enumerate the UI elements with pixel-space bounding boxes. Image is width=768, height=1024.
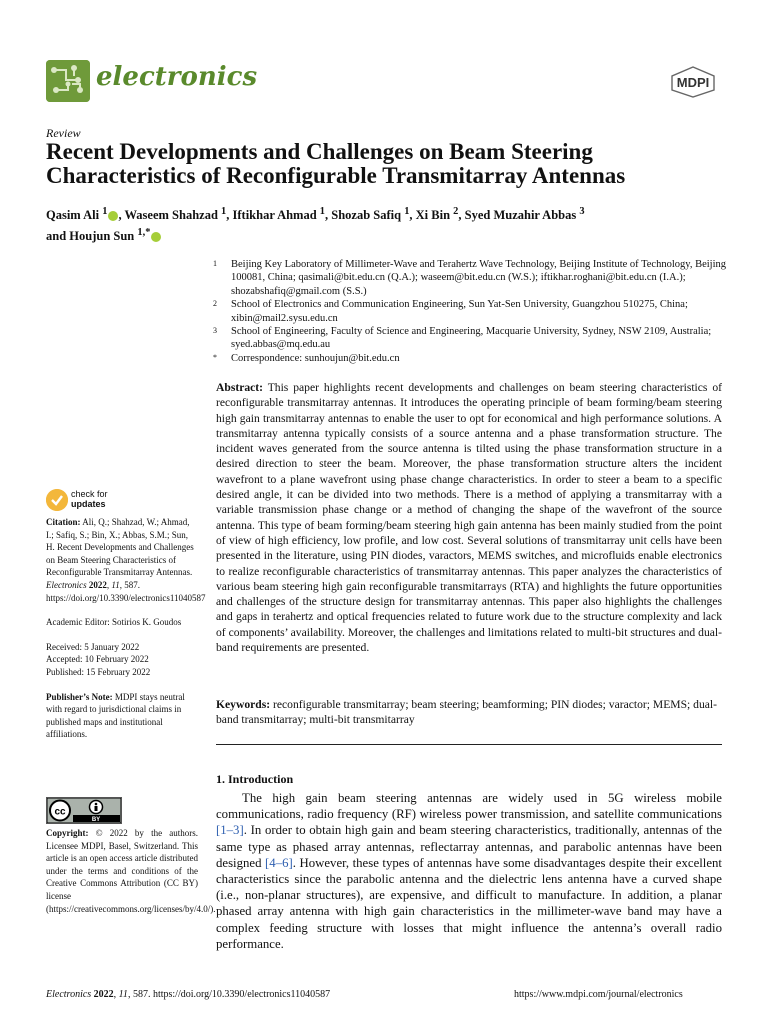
citation-link-1[interactable]: [1–3] xyxy=(216,823,244,838)
citation-label: Citation: xyxy=(46,517,81,527)
journal-name: electronics xyxy=(96,62,258,92)
author-affiliation-mark: 1 xyxy=(102,206,108,217)
keywords-text: reconfigurable transmitarray; beam steering; beamforming; PIN diodes; varactor; MEMS; dual-band transmitarray; multi-bit transmitarray xyxy=(216,698,717,727)
academic-editor: Academic Editor: Sotirios K. Goudos xyxy=(46,617,182,628)
affiliation-text: School of Electronics and Communication Engineering, Sun Yat-Sen University, Guangzhou 510275, China; xibin@mail2.sysu.edu.cn xyxy=(231,299,688,324)
section-heading-introduction: 1. Introduction xyxy=(216,772,294,786)
check-for-updates-button[interactable] xyxy=(71,489,108,509)
publisher-note xyxy=(46,691,198,741)
author-affiliation-mark: 1,* xyxy=(137,227,151,239)
affiliation-text: Beijing Key Laboratory of Millimeter-Wave and Terahertz Wave Technology, Beijing Institute of Technology, Beijing 100081, China; qasimali@bit.edu.cn (Q.A.); waseem@bit.edu.cn (W.S.); iftikhar.roghani@bit.edu.cn (I.A.); shozabshafiq@gmail.com (S.S.) xyxy=(231,259,726,297)
orcid-icon[interactable] xyxy=(108,211,118,221)
footer-journal-url[interactable]: https://www.mdpi.com/journal/electronics xyxy=(514,989,683,1000)
publisher-note-label: Publisher’s Note: xyxy=(46,691,113,702)
svg-text:cc: cc xyxy=(54,806,66,818)
author-name: Syed Muzahir Abbas xyxy=(464,208,580,223)
footer-citation: Electronics 2022, 11, 587. https://doi.org/10.3390/electronics11040587 xyxy=(46,989,331,1000)
affiliation-item xyxy=(213,258,733,298)
affiliation-mark: * xyxy=(213,352,217,362)
author-list: Qasim Ali $^1$ , Waseem Shahzad $^1$, Iftikhar Ahmad $^1$, Shozab Safiq $^1$, Xi Bin $^2$, Syed Muzahir Abbas $^3$ and Houjun Sun $^{1,*}$ xyxy=(46,206,585,244)
author-affiliation-mark: 1 xyxy=(404,206,410,217)
svg-text:MDPI: MDPI xyxy=(676,75,710,90)
keywords-label: Keywords: xyxy=(216,698,271,711)
orcid-icon[interactable] xyxy=(151,232,161,242)
intro-text-1: The high gain beam steering antennas are widely used in 5G wireless mobile communications, radio frequency (RF) wireless power transmission, and satellite communications xyxy=(216,791,722,822)
copyright-label: Copyright: xyxy=(46,828,89,838)
check-for-updates-icon[interactable] xyxy=(46,489,68,511)
abstract-label: Abstract: xyxy=(216,381,264,394)
article-type: Review xyxy=(46,126,81,140)
affiliation-text: Correspondence: sunhoujun@bit.edu.cn xyxy=(231,352,400,364)
footer-journal: Electronics xyxy=(46,989,92,1000)
author-affiliation-mark: 3 xyxy=(579,206,585,217)
check-line2: updates xyxy=(71,499,106,509)
copyright-text: © 2022 by the authors. Licensee MDPI, Basel, Switzerland. This article is an open access article distributed under the terms and conditions of the Creative Commons Attribution (CC BY) license (https://creativecommons.org/licenses/by/4.0/). xyxy=(46,828,216,914)
author-affiliation-mark: 1 xyxy=(221,206,227,217)
author-name: Shozab Safiq xyxy=(331,208,405,223)
abstract xyxy=(216,380,722,655)
affiliation-item xyxy=(213,325,733,352)
affiliation-item xyxy=(213,352,733,365)
citation-volume: 11 xyxy=(111,579,120,590)
publisher-note-text: MDPI stays neutral with regard to jurisdictional claims in published maps and institutional affiliations. xyxy=(46,691,185,740)
intro-text-2: . In order to obtain high gain and beam steering characteristics, traditionally, antennas of the same type as phased array antennas, reflectarray antennas, and parabolic antennas have been designed xyxy=(216,823,722,870)
affiliation-mark: 1 xyxy=(213,259,217,268)
footer-volume: 11 xyxy=(118,989,128,1000)
published-date: Published: 15 February 2022 xyxy=(46,666,151,677)
publisher-logo xyxy=(666,66,720,98)
affiliations xyxy=(213,258,733,365)
journal-logo-icon xyxy=(46,60,90,102)
affiliation-mark: 3 xyxy=(213,326,217,336)
citation-journal: Electronics xyxy=(46,579,87,590)
intro-text-3: . However, these types of antennas have some disadvantages despite their excellent characteristics since the parabolic antenna and the dielectric lens antenna have a curved shape (i.e., non-planar structures), are expensive, and difficult to manufacture. In addition, a planar phased array antenna with high gain characteristics in the millimeter-wave band may have a complex feeding structure with losses that might influence the antenna’s overall radio performance. xyxy=(216,855,722,951)
author-affiliation-mark: 2 xyxy=(453,206,459,217)
abstract-text: This paper highlights recent developments and challenges on beam steering characteristics of reconfigurable transmitarray antennas. It introduces the operating principle of beam forming/beam steering high gain transmitarray antennas to enable the user to opt for economical and high performance solutions. A transmitarray antenna typically consists of a source antenna and a phase transformation structure. The incident waves generated from the source antenna is tilted using the phase transformation structure in a desired direction to steer the beam. Moreover, the phase transformation structure alters the incident wavefront to a plane wavefront using phase change characteristics. In order to steer a beam to a specific desired angle, it can be divided into two methods. There is a method of applying a transmitarray with a variable transmission phase change or a method of changing the shape of the wavefront of the source antenna. This type of beam forming/beam steering high gain antenna has been mainly studied from the point of view of high efficiency, low profile, and low cost. Several solutions of transmitarray unit cells have been presented in the literature, using PIN diodes, varactors, MEMS switches, and microfluids enable electronics to realize reconfigurable characteristics of transmitarray antennas. This paper analyzes the characteristics of various beam steering high gain reconfigurable transmitarrays (RTA) and highlights the future opportunities and challenges of the structure design for transmitarray antennas. This paper also highlights the challenges and gaps in terahertz and optical frequencies related to future work due to the structure complexity and lack of components’ availability. Moreover, the challenges and limitations related to multi-bit structures and dual-band requirements are presented. xyxy=(216,381,722,655)
cc-by-license-icon[interactable] xyxy=(46,797,122,824)
introduction-paragraph xyxy=(216,790,722,952)
footer-year: 2022 xyxy=(93,989,114,1000)
author-name: Qasim Ali xyxy=(46,208,103,223)
svg-text:BY: BY xyxy=(91,817,101,823)
keywords xyxy=(216,697,722,728)
author-name: Waseem Shahzad xyxy=(124,208,222,223)
footer-doi[interactable]: , 587. https://doi.org/10.3390/electronics11040587 xyxy=(127,989,331,1000)
citation-doi[interactable]: , 587. https://doi.org/10.3390/electronics11040587 xyxy=(46,579,206,603)
received-date: Received: 5 January 2022 xyxy=(46,641,140,652)
author-name: Xi Bin xyxy=(415,208,454,223)
citation-text: Ali, Q.; Shahzad, W.; Ahmad, I.; Safiq, S.; Bin, X.; Abbas, S.M.; Sun, H. Recent Developments and Challenges on Beam Steering Characteristics of Reconfigurable Transmitarray Antennas. xyxy=(46,517,194,578)
dates-block xyxy=(46,641,198,679)
paper-title: Recent Developments and Challenges on Beam Steering Characteristics of Reconfigurable Transmitarray Antennas xyxy=(46,139,626,188)
citation-link-2[interactable]: [4–6] xyxy=(265,855,293,870)
sidebar-info xyxy=(46,516,206,753)
author-affiliation-mark: 1 xyxy=(319,206,325,217)
section-divider xyxy=(216,744,722,745)
copyright-notice xyxy=(46,827,216,915)
citation-year: 2022 xyxy=(88,579,107,590)
affiliation-text: School of Engineering, Faculty of Science and Engineering, Macquarie University, Sydney, NSW 2109, Australia; syed.abbas@mq.edu.au xyxy=(231,326,712,351)
citation-block: Citation: Ali, Q.; Shahzad, W.; Ahmad, I.; Safiq, S.; Bin, X.; Abbas, S.M.; Sun, H. Recent Developments and Challenges on Beam Steering Characteristics of Reconfigurable Transmitarray Antennas. Electronics 2022, 11, 587. https://doi.org/10.3390/electronics11040587 xyxy=(46,517,206,603)
author-name: Iftikhar Ahmad xyxy=(232,208,320,223)
affiliation-mark: 2 xyxy=(213,299,217,309)
check-line1: check for xyxy=(71,489,108,499)
accepted-date: Accepted: 10 February 2022 xyxy=(46,654,149,665)
affiliation-item xyxy=(213,298,733,325)
author-name: Houjun Sun xyxy=(69,229,138,244)
